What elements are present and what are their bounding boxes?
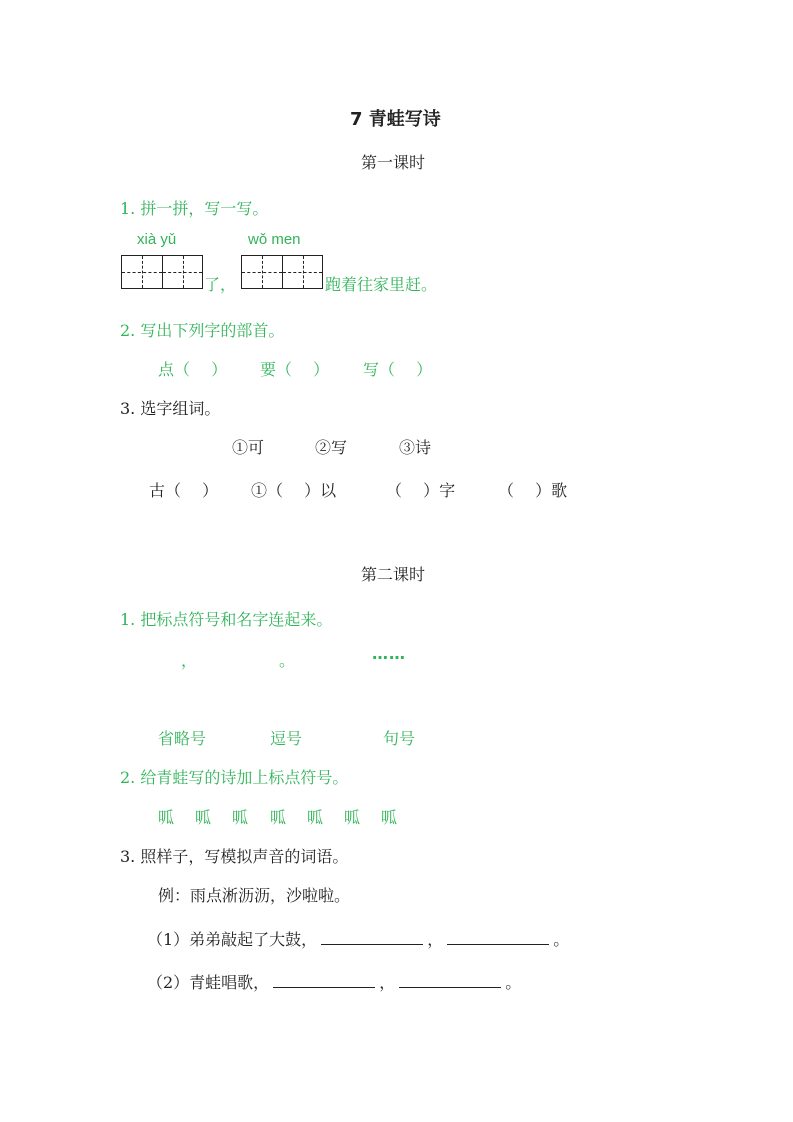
example-text: 例：雨点淅沥沥，沙啦啦。 bbox=[158, 886, 351, 905]
punctuation-comma: ， bbox=[181, 651, 198, 670]
word-blank: （ ）歌 bbox=[498, 481, 568, 500]
punctuation-ellipsis: …… bbox=[372, 644, 406, 663]
comma: ， bbox=[427, 930, 444, 949]
lesson1-q1-label: 1. 拼一拼，写一写。 bbox=[120, 199, 269, 218]
writing-cell[interactable] bbox=[282, 256, 322, 288]
writing-grid-1[interactable] bbox=[121, 255, 203, 289]
gua-word: 呱 bbox=[344, 808, 361, 827]
gua-word: 呱 bbox=[381, 808, 398, 827]
sound-item-1 bbox=[147, 927, 569, 950]
punctuation-name: 逗号 bbox=[270, 729, 303, 748]
lesson1-q2-label: 2. 写出下列字的部首。 bbox=[120, 321, 285, 340]
q1-text-after-1: 了， bbox=[204, 275, 237, 294]
answer-blank[interactable] bbox=[447, 928, 549, 945]
q1-text-after-2: 跑着往家里赶。 bbox=[325, 275, 438, 294]
answer-blank[interactable] bbox=[321, 928, 423, 945]
word-blank: ①（ ）以 bbox=[251, 481, 337, 500]
gua-word: 呱 bbox=[307, 808, 324, 827]
word-blank: 古（ ） bbox=[149, 481, 219, 500]
writing-grid-2[interactable] bbox=[241, 255, 323, 289]
answer-blank[interactable] bbox=[273, 971, 375, 988]
radical-item: 写（ ） bbox=[363, 360, 433, 379]
lesson2-q3-label: 3. 照样子，写模拟声音的词语。 bbox=[120, 847, 349, 866]
punctuation-period: 。 bbox=[279, 651, 296, 670]
lesson1-heading: 第一课时 bbox=[361, 153, 426, 172]
pinyin-xiayu: xià yǔ bbox=[137, 231, 177, 248]
sound-item-2-prefix: （2）青蛙唱歌， bbox=[147, 973, 270, 992]
punctuation-name: 省略号 bbox=[158, 729, 207, 748]
gua-word: 呱 bbox=[232, 808, 249, 827]
lesson1-q3-label: 3. 选字组词。 bbox=[120, 399, 221, 418]
period: 。 bbox=[553, 930, 570, 949]
gua-word: 呱 bbox=[270, 808, 287, 827]
sound-item-1-prefix: （1）弟弟敲起了大鼓， bbox=[147, 930, 318, 949]
page-title: 7 青蛙写诗 bbox=[350, 109, 441, 130]
gua-word: 呱 bbox=[158, 808, 175, 827]
answer-blank[interactable] bbox=[399, 971, 501, 988]
radical-item: 要（ ） bbox=[260, 360, 330, 379]
choice-option: ②写 bbox=[315, 438, 348, 457]
writing-cell[interactable] bbox=[242, 256, 282, 288]
lesson2-q1-label: 1. 把标点符号和名字连起来。 bbox=[120, 610, 333, 629]
word-blank: （ ）字 bbox=[386, 481, 456, 500]
pinyin-women: wǒ men bbox=[248, 231, 301, 248]
punctuation-name: 句号 bbox=[383, 729, 416, 748]
radical-item: 点（ ） bbox=[158, 360, 228, 379]
sound-item-2 bbox=[147, 970, 521, 993]
lesson2-q2-label: 2. 给青蛙写的诗加上标点符号。 bbox=[120, 768, 349, 787]
comma: ， bbox=[379, 973, 396, 992]
writing-cell[interactable] bbox=[122, 256, 162, 288]
lesson2-heading: 第二课时 bbox=[361, 565, 426, 584]
choice-option: ③诗 bbox=[399, 438, 432, 457]
period: 。 bbox=[505, 973, 522, 992]
gua-word: 呱 bbox=[195, 808, 212, 827]
choice-option: ①可 bbox=[232, 438, 265, 457]
writing-cell[interactable] bbox=[162, 256, 202, 288]
